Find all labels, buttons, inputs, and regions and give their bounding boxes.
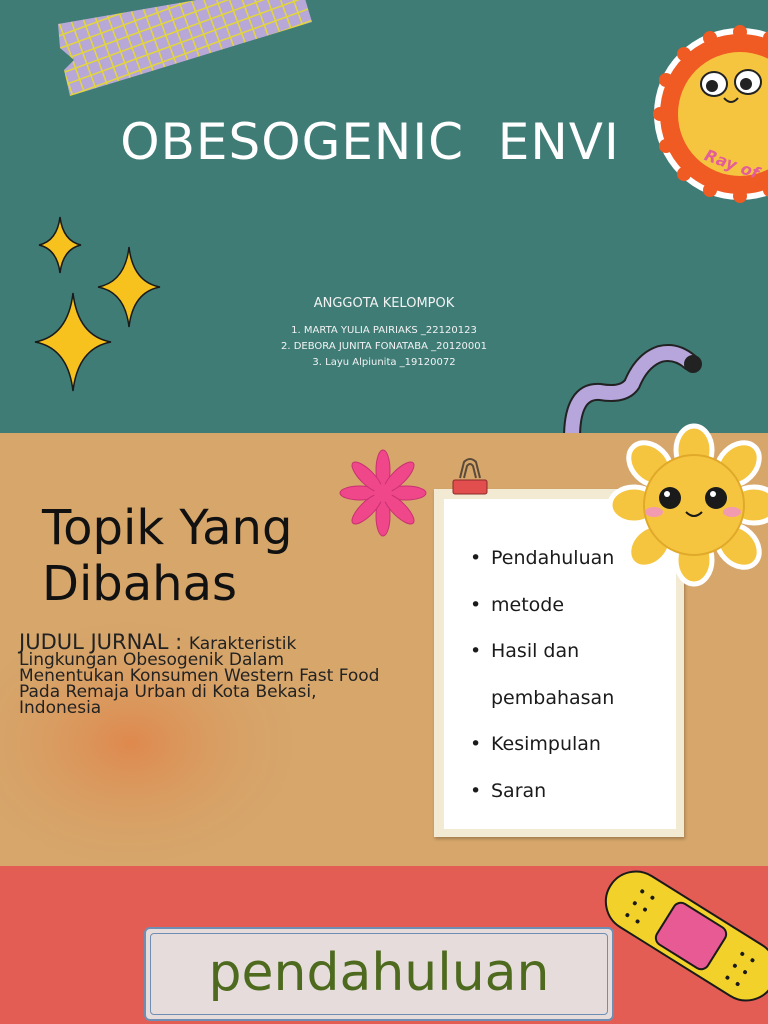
topic-title-line: Dibahas xyxy=(42,556,238,612)
topic-title-line: Topik Yang xyxy=(42,500,293,556)
sun-flower-sticker-icon xyxy=(604,430,768,586)
binder-clip-icon xyxy=(450,458,490,498)
member-item: 2. DEBORA JUNITA FONATABA _20120001 xyxy=(280,341,488,352)
presentation-title: OBESOGENIC ENVI xyxy=(120,113,620,171)
topic-list xyxy=(470,535,614,815)
washi-tape-decoration xyxy=(50,0,320,110)
journal-title-block xyxy=(19,630,389,718)
sparkle-star-icon xyxy=(38,216,82,274)
journal-title: Karakteristik Lingkungan Obesogenik Dalam Menentukan Konsumen Western Fast Food Pada Remaja Urban di Kota Bekasi, Indonesia xyxy=(19,634,380,718)
sun-sticker-icon xyxy=(652,26,768,202)
sparkle-star-icon xyxy=(34,292,112,392)
sticker-text: Ray of xyxy=(702,145,762,183)
worm-squiggle-decoration xyxy=(560,340,710,433)
section-title: pendahuluan xyxy=(208,943,550,1003)
journal-label: JUDUL JURNAL : xyxy=(19,630,189,654)
topic-item: • Kesimpulan xyxy=(470,721,614,768)
flower-icon xyxy=(340,450,426,536)
topic-item: • Saran xyxy=(470,768,614,815)
topic-title xyxy=(42,500,292,612)
slide-1[interactable] xyxy=(0,0,768,433)
topic-item: • Hasil dan xyxy=(470,628,614,675)
member-item: 3. Layu Alpiunita _19120072 xyxy=(312,357,456,368)
topic-item: • metode xyxy=(470,582,614,629)
group-heading: ANGGOTA KELOMPOK xyxy=(313,296,455,311)
topic-item: pembahasan xyxy=(491,686,615,709)
member-item: 1. MARTA YULIA PAIRIAKS _22120123 xyxy=(291,325,477,336)
topic-item: • Pendahuluan xyxy=(470,535,614,582)
bandage-icon xyxy=(606,866,768,1006)
